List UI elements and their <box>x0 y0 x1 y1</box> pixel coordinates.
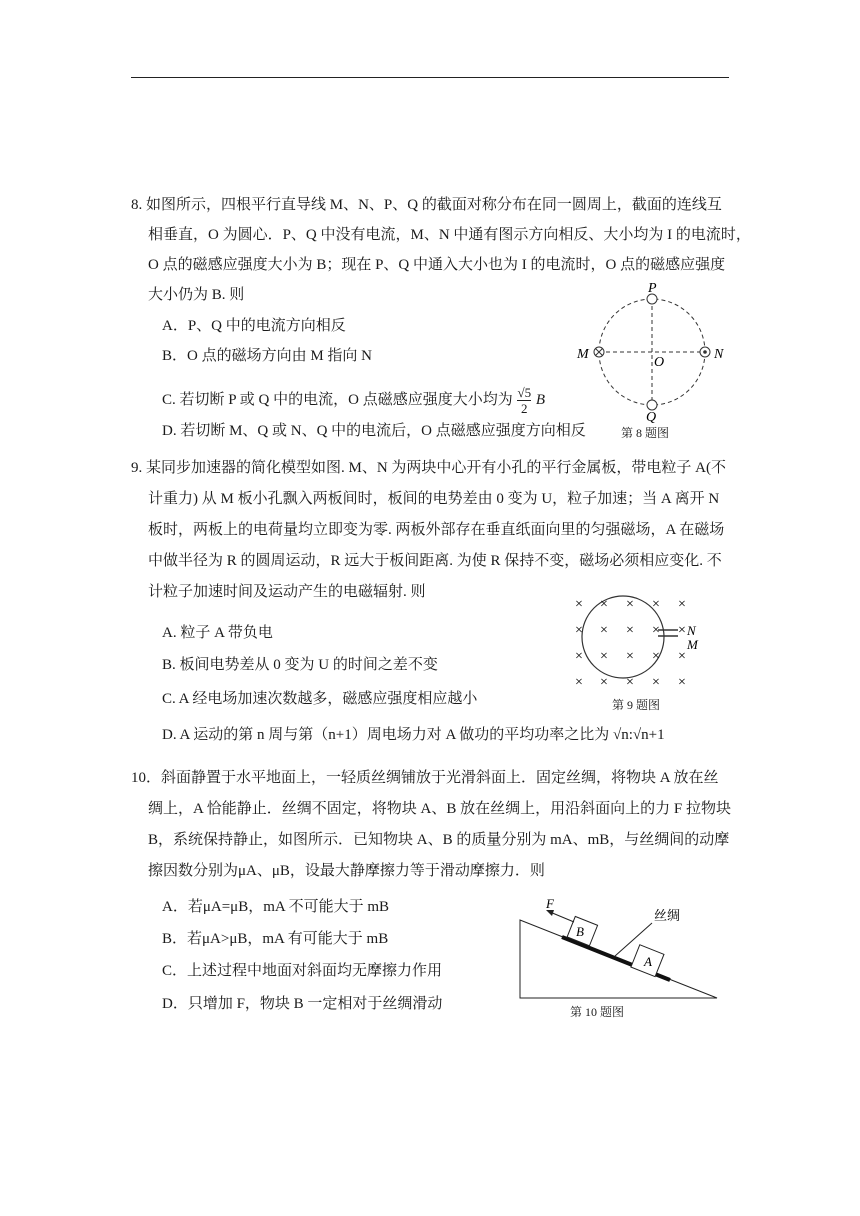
q9-line-1: 9. 某同步加速器的简化模型如图. M、N 为两块中心开有小孔的平行金属板，带电粒子 A(不 <box>131 460 727 476</box>
q8-line-2: 相垂直，O 为圆心．P、Q 中没有电流，M、N 中通有图示方向相反、大小均为 I 的电流时， <box>148 227 751 243</box>
field-cross-icon: × <box>626 649 634 664</box>
q9-option-c: C. A 经电场加速次数越多，磁感应强度相应越小 <box>162 691 478 707</box>
field-cross-icon: × <box>678 597 686 612</box>
field-cross-icon: × <box>678 623 686 638</box>
field-cross-icon: × <box>575 597 583 612</box>
field-cross-icon: × <box>600 675 608 690</box>
field-cross-icon: × <box>626 623 634 638</box>
label-m: M <box>577 347 589 362</box>
q10-line-2: 绸上，A 恰能静止．丝绸不固定，将物块 A、B 放在丝绸上，用沿斜面向上的力 F 拉物块 <box>148 801 731 817</box>
q9-line-2: 计重力) 从 M 板小孔飘入两板间时，板间的电势差由 0 变为 U，粒子加速；当 A 离开 N <box>148 491 720 507</box>
label-n: N <box>687 623 696 638</box>
force-arrow <box>550 912 574 922</box>
q8-option-c-tail: B <box>535 391 546 408</box>
q8-line-3: O 点的磁感应强度大小为 B；现在 P、Q 中通入大小也为 I 的电流时，O 点的磁感应强度 <box>148 257 726 273</box>
q8-option-b: B．O 点的磁场方向由 M 指向 N <box>162 348 373 364</box>
q8-line-1: 8. 如图所示，四根平行直导线 M、N、P、Q 的截面对称分布在同一圆周上，截面的连线互 <box>131 197 722 213</box>
q10-option-c: C．上述过程中地面对斜面均无摩擦力作用 <box>162 963 443 979</box>
q8-option-c-text: C. 若切断 P 或 Q 中的电流，O 点磁感应强度大小均为 <box>162 391 513 408</box>
q10-line-1: 10．斜面静置于水平地面上，一轻质丝绸铺放于光滑斜面上．固定丝绸，将物块 A 放在丝 <box>131 770 719 786</box>
q10-line-3: B，系统保持静止，如图所示．已知物块 A、B 的质量分别为 mA、mB，与丝绸间的动摩 <box>148 832 730 848</box>
q10-option-a: A．若μA=μB，mA 不可能大于 mB <box>162 899 390 915</box>
fraction-numerator: √5 <box>517 385 532 400</box>
q10-figure <box>510 890 730 1005</box>
wire-m-into-page-icon <box>594 347 604 357</box>
field-cross-icon: × <box>652 623 660 638</box>
label-n: N <box>714 347 724 362</box>
q9-option-d: D. A 运动的第 n 周与第（n+1）周电场力对 A 做功的平均功率之比为 √n:√n+1 <box>162 727 665 743</box>
q8-option-c-fraction <box>517 385 531 416</box>
q8-option-c <box>162 385 545 416</box>
field-cross-icon: × <box>652 597 660 612</box>
q10-option-d: D．只增加 F，物块 B 一定相对于丝绸滑动 <box>162 996 443 1012</box>
field-cross-icon: × <box>626 675 634 690</box>
q10-figure-caption: 第 10 题图 <box>570 1005 625 1019</box>
field-cross-icon: × <box>626 597 634 612</box>
field-cross-icon: × <box>652 649 660 664</box>
q9-line-4: 中做半径为 R 的圆周运动，R 远大于板间距离. 为使 R 保持不变，磁场必须相应变化. 不 <box>148 553 722 569</box>
q9-line-3: 板时，两板上的电荷量均立即变为零. 两板外部存在垂直纸面向里的匀强磁场，A 在磁场 <box>148 522 725 538</box>
label-q: Q <box>646 410 657 425</box>
field-cross-icon: × <box>575 675 583 690</box>
q9-line-5: 计粒子加速时间及运动产生的电磁辐射. 则 <box>148 584 426 600</box>
q8-option-a: A．P、Q 中的电流方向相反 <box>162 318 346 334</box>
field-cross-icon: × <box>600 597 608 612</box>
label-m: M <box>687 637 698 652</box>
label-silk: 丝绸 <box>654 908 681 923</box>
q8-figure-caption: 第 8 题图 <box>621 426 670 440</box>
label-o: O <box>654 355 665 370</box>
field-cross-icon: × <box>600 623 608 638</box>
q10-line-4: 擦因数分别为μA、μB，设最大静摩擦力等于滑动摩擦力．则 <box>148 863 545 879</box>
q8-figure <box>570 280 730 440</box>
label-p: P <box>648 281 657 296</box>
wire-q <box>647 400 657 410</box>
fraction-denominator: 2 <box>521 401 528 416</box>
q8-option-d: D. 若切断 M、Q 或 N、Q 中的电流后，O 点磁感应强度方向相反 <box>162 423 586 439</box>
label-f: F <box>546 896 554 911</box>
field-cross-icon: × <box>600 649 608 664</box>
q9-option-a: A. 粒子 A 带负电 <box>162 625 273 641</box>
wire-n-out-of-page-icon <box>700 347 710 357</box>
label-b: B <box>576 924 584 939</box>
field-cross-icon: × <box>652 675 660 690</box>
field-cross-icon: × <box>575 623 583 638</box>
q9-option-b: B. 板间电势差从 0 变为 U 的时间之差不变 <box>162 657 438 673</box>
header-rule <box>131 77 729 78</box>
field-cross-icon: × <box>575 649 583 664</box>
q9-figure-caption: 第 9 题图 <box>612 698 661 712</box>
q9-figure <box>570 592 710 692</box>
field-cross-icon: × <box>678 675 686 690</box>
field-cross-icon: × <box>678 649 686 664</box>
q10-option-b: B．若μA>μB，mA 有可能大于 mB <box>162 931 389 947</box>
q8-line-4: 大小仍为 B. 则 <box>148 287 245 303</box>
label-a: A <box>644 954 652 969</box>
